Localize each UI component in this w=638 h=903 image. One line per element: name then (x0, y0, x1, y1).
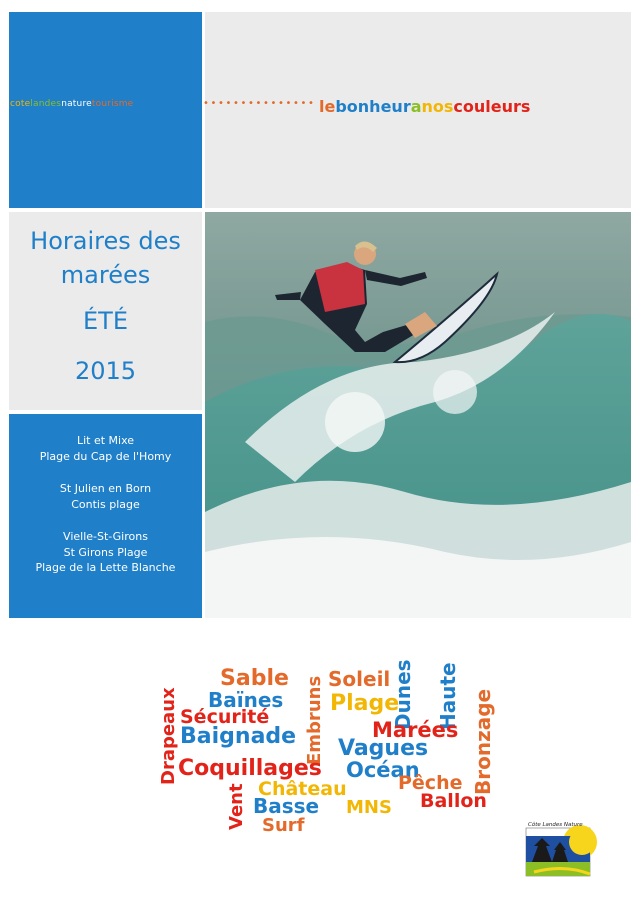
brand-word: nature (61, 99, 92, 109)
places-group (9, 433, 202, 464)
word-cloud-word: Drapeaux (158, 687, 179, 785)
word-cloud-word: Ballon (420, 790, 487, 812)
place-name: Plage de la Lette Blanche (35, 561, 176, 574)
brand-slogan (319, 97, 530, 116)
word-cloud-word: Vent (226, 783, 247, 830)
page-title-line2: marées (60, 261, 151, 289)
place-name: St Julien en Born (59, 482, 152, 495)
word-cloud-word: Pêche (398, 772, 463, 794)
places-panel (9, 414, 202, 618)
surfer-photo (205, 212, 631, 618)
brand-tagline-left (10, 99, 133, 109)
word-cloud-word: Coquillages (178, 756, 322, 781)
place-name: Vielle-St-Girons (63, 530, 148, 543)
word-cloud-word: MNS (346, 797, 392, 818)
place-name: Lit et Mixe (76, 434, 135, 447)
word-cloud (150, 655, 500, 835)
brand-word: landes (30, 99, 62, 109)
word-cloud-word: Dunes (391, 659, 415, 730)
word-cloud-word: Marées (372, 718, 459, 742)
word-cloud-word: Bronzage (471, 688, 495, 795)
place-name: St Girons Plage (63, 545, 148, 559)
slogan-word: bonheur (335, 97, 411, 116)
cote-landes-nature-logo (524, 816, 604, 878)
slogan-word: nos (421, 97, 454, 116)
word-cloud-word: Sécurité (180, 706, 270, 728)
word-cloud-word: Océan (346, 758, 420, 782)
place-name: Contis plage (71, 497, 140, 511)
brand-word: tourisme (91, 99, 134, 109)
word-cloud-word: Basse (253, 794, 320, 818)
word-cloud-word: Château (258, 778, 347, 800)
header-blue-panel (9, 12, 202, 208)
page-title-line1: Horaires des (30, 227, 181, 255)
word-cloud-word: Sable (220, 666, 289, 691)
word-cloud-word: Vagues (338, 736, 429, 761)
place-name: Plage du Cap de l'Homy (39, 449, 172, 463)
title-panel (9, 212, 202, 410)
word-cloud-word: Baïnes (208, 688, 284, 712)
word-cloud-word: Haute (436, 662, 460, 730)
season-label: ÉTÉ (83, 307, 128, 335)
year-label: 2015 (74, 357, 137, 385)
word-cloud-word: Plage (330, 691, 400, 716)
brand-dotted-line: ••••••••••••••• (203, 98, 316, 109)
word-cloud-word: Baignade (180, 724, 297, 749)
word-cloud-word: Soleil (328, 667, 391, 691)
slogan-word: a (410, 97, 422, 116)
slogan-word: couleurs (453, 97, 531, 116)
word-cloud-word: Embruns (304, 675, 325, 765)
places-group (9, 481, 202, 512)
logo-lettering: Côte Landes Nature (528, 822, 583, 828)
places-group (9, 529, 202, 576)
word-cloud-word: Surf (262, 815, 305, 835)
slogan-word: le (319, 97, 336, 116)
brand-word: cote (10, 99, 31, 109)
